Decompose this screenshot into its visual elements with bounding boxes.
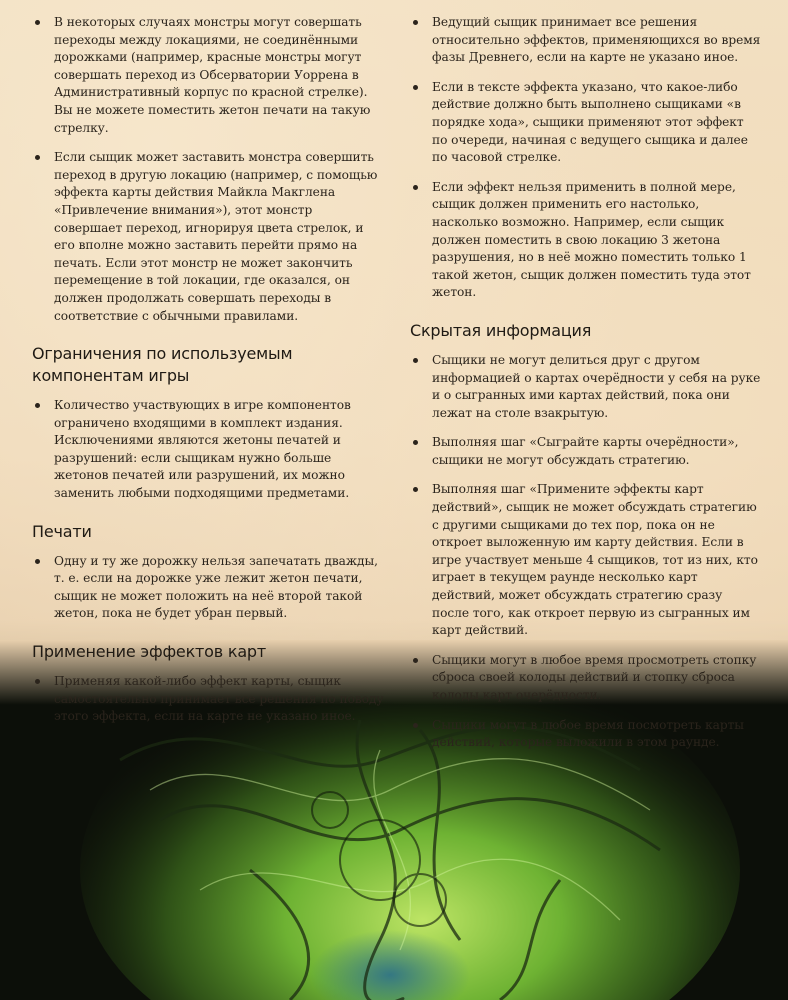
list-item-text: Применяя какой-либо эффект карты, сыщик самостоятельно принимает все решения по поводу этого эффекта, если на карте не указано иное. [54,674,384,724]
list-item [32,673,384,726]
list-item [410,14,762,67]
bullet-icon [413,358,418,363]
list-item [410,79,762,167]
bullet-icon [413,185,418,190]
bullet-icon [35,679,40,684]
list-item-text: Количество участвующих в игре компонентов ограничено входящими в комплект издания. Исключениями являются жетоны печатей и разрушений: если сыщикам нужно больше жетонов печатей или разрушений, их можно заменить любыми подходящими предметами. [54,398,351,501]
list-item [410,481,762,639]
list-item-text: Сыщики могут в любое время посмотреть карты действий, которые выложили в этом раунде. [432,717,744,750]
list-item [410,652,762,705]
bullet-icon [413,723,418,728]
monster-movement-list [32,14,384,325]
list-item [32,397,384,503]
bullet-icon [413,440,418,445]
bullet-icon [413,487,418,492]
section-heading-component-limits: Ограничения по используемым компонентам игры [32,344,293,386]
bullet-icon [35,559,40,564]
right-column [410,14,762,764]
list-item [410,179,762,302]
section-heading-card-effects: Применение эффектов карт [32,642,267,662]
list-item-text: Сыщики могут в любое время просмотреть стопку сброса своей колоды действий и стопку сброса колоды карт очерёдности. [432,652,757,702]
list-item [32,14,384,137]
bullet-icon [413,85,418,90]
list-item-text: Ведущий сыщик принимает все решения относительно эффектов, применяющихся во время фазы Древнего, если на карте не указано иное. [432,15,761,65]
list-item [410,434,762,469]
hidden-information-list [410,352,762,752]
list-item-text: Если сыщик может заставить монстра совершить переход в другую локацию (например, с помощью эффекта карты действия Майкла Макглена «Привлечение внимания»), этот монстр совершает переход, игнорируя цвета стрелок, и его вполне можно заставить перейти прямо на печать. Если этот монстр не может закончить перемещение в той локации, где оказался, он должен продолжать совершать переходы в соответствие с обычными правилами. [54,150,378,323]
list-item-text: В некоторых случаях монстры могут совершать переходы между локациями, не соединёнными дорожками (например, красные монстры могут совершать переход из Обсерватории Уоррена в Административный корпус по красной стрелке). Вы не можете поместить жетон печати на такую стрелку. [54,15,371,135]
list-item-text: Выполняя шаг «Примените эффекты карт действий», сыщик не может обсуждать стратегию с другими сыщиками до тех пор, пока он не откроет выложенную им карту действия. Если в игре участвует меньше 4 сыщиков, тот из них, кто играет в текущем раунде несколько карт действий, может обсуждать стратегию сразу после того, как откроет первую из сыгранных им карт действий. [432,482,758,638]
list-item-text: Одну и ту же дорожку нельзя запечатать дважды, т. е. если на дорожке уже лежит жетон печати, сыщик не может положить на неё второй такой жетон, пока не будет убран первый. [54,553,378,621]
bullet-icon [413,658,418,663]
effects-resolution-list [410,14,762,302]
bullet-icon [413,20,418,25]
list-item-text: Если в тексте эффекта указано, что какое-либо действие должно быть выполнено сыщиками «в порядке хода», сыщики применяют этот эффект по очереди, начиная с ведущего сыщика и далее по часовой стрелке. [432,79,748,165]
bullet-icon [35,403,40,408]
list-item [32,149,384,325]
list-item-text: Сыщики не могут делиться друг с другом информацией о картах очерёдности у себя на руке и о сыгранных ими картах действий, пока они лежат на столе взакрытую. [432,352,761,420]
list-item-text: Выполняя шаг «Сыграйте карты очерёдности», сыщики не могут обсуждать стратегию. [432,435,739,467]
section-heading-hidden-information: Скрытая информация [410,320,592,340]
section-heading-seals: Печати [32,521,92,541]
list-item [410,717,762,752]
left-column [32,14,384,738]
list-item [32,553,384,623]
card-effects-list [32,673,384,726]
component-limits-list [32,397,384,503]
list-item-text: Если эффект нельзя применить в полной мере, сыщик должен применить его настолько, насколько возможно. Например, если сыщик должен поместить в свою локацию 3 жетона разрушения, но в неё можно поместить только 1 такой жетон, сыщик должен поместить туда этот жетон. [432,179,751,300]
list-item [410,352,762,422]
bullet-icon [35,20,40,25]
seals-list [32,553,384,623]
bullet-icon [35,155,40,160]
